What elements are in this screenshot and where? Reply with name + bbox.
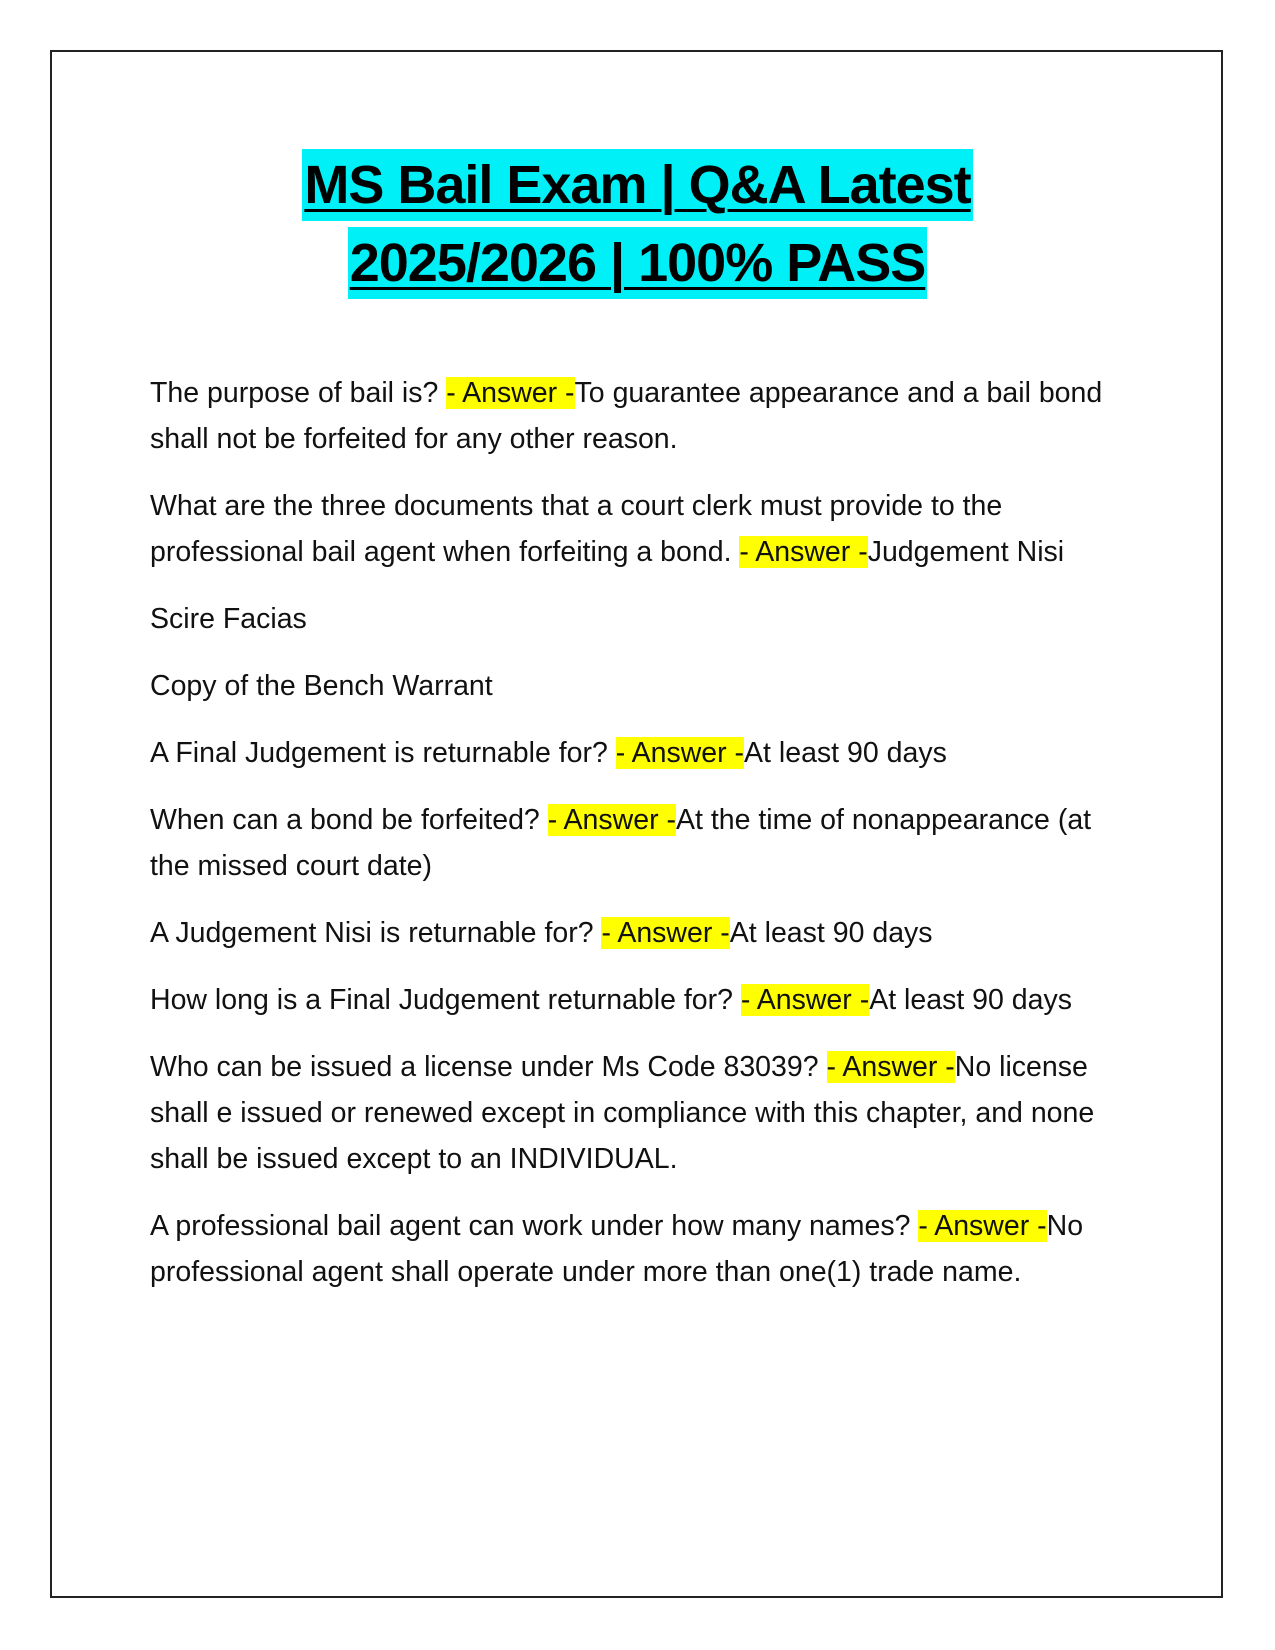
qa-item <box>150 977 1130 1023</box>
question-text: The purpose of bail is? <box>150 377 447 409</box>
answer-text: At least 90 days <box>729 917 933 949</box>
answer-text: No license shall e issued or renewed except in compliance with this chapter, and none shall be issued except to an INDIVIDUAL. <box>150 1051 1095 1175</box>
qa-list <box>150 370 1130 1316</box>
question-text: A Judgement Nisi is returnable for? <box>150 917 602 949</box>
question-text: What are the three documents that a court clerk must provide to the professional bail agent when forfeiting a bond. <box>150 490 1003 568</box>
qa-item <box>150 483 1130 575</box>
answer-marker: - Answer - <box>601 917 730 949</box>
answer-continuation: Copy of the Bench Warrant <box>150 670 493 702</box>
answer-continuation: Scire Facias <box>150 603 307 635</box>
qa-item <box>150 1044 1130 1182</box>
qa-item <box>150 797 1130 889</box>
answer-marker: - Answer - <box>740 984 870 1016</box>
answer-marker: - Answer - <box>739 536 868 568</box>
answer-text: At least 90 days <box>744 737 947 769</box>
answer-text: Judgement Nisi <box>867 536 1065 568</box>
qa-item <box>150 1203 1130 1295</box>
qa-item <box>150 370 1130 462</box>
answer-text: No professional agent shall operate under more than one(1) trade name. <box>150 1210 1084 1288</box>
answer-marker: - Answer - <box>547 804 676 836</box>
question-text: A Final Judgement is returnable for? <box>150 737 616 769</box>
question-text: Who can be issued a license under Ms Code 83039? <box>150 1051 827 1083</box>
qa-item <box>150 910 1130 956</box>
document-title <box>0 145 1275 301</box>
title-line-2: 2025/2026 | 100% PASS <box>348 227 928 299</box>
answer-text: To guarantee appearance and a bail bond shall not be forfeited for any other reason. <box>150 377 1103 455</box>
answer-marker: - Answer - <box>826 1051 955 1083</box>
title-line-1: MS Bail Exam | Q&A Latest <box>302 149 972 221</box>
answer-marker: - Answer - <box>918 1210 1047 1242</box>
qa-item <box>150 730 1130 776</box>
answer-text: At the time of nonappearance (at the missed court date) <box>150 804 1092 882</box>
question-text: A professional bail agent can work under how many names? <box>150 1210 919 1242</box>
question-text: How long is a Final Judgement returnable for? <box>150 984 741 1016</box>
answer-text: At least 90 days <box>869 984 1072 1016</box>
answer-marker: - Answer - <box>615 737 745 769</box>
question-text: When can a bond be forfeited? <box>150 804 548 836</box>
answer-marker: - Answer - <box>446 377 575 409</box>
